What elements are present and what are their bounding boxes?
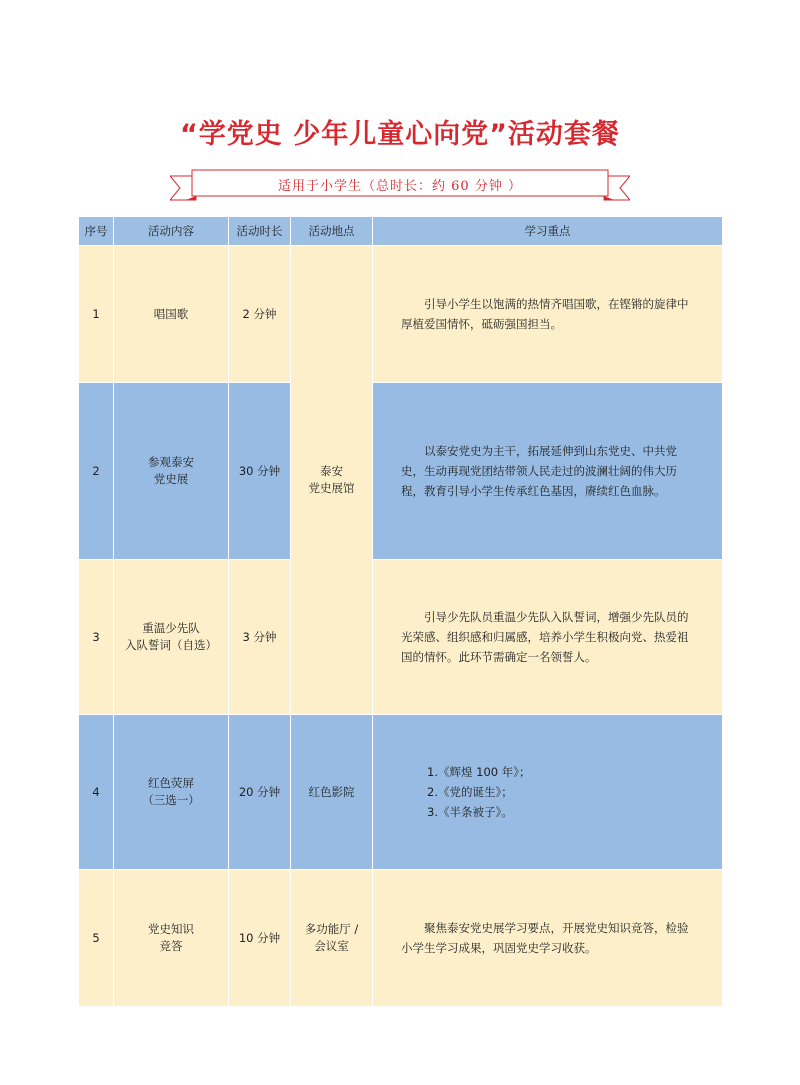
table-header-row [79, 217, 723, 246]
activity-content [114, 870, 229, 1007]
table-row [79, 870, 723, 1007]
focus-text: 引导小学生以饱满的热情齐唱国歌，在铿锵的旋律中厚植爱国情怀，砥砺强国担当。 [401, 297, 689, 331]
header-focus: 学习重点 [373, 217, 723, 246]
row-number: 5 [79, 870, 114, 1007]
focus-text: 引导少先队员重温少先队入队誓词，增强少先队员的光荣感、组织感和归属感，培养小学生积极向党、热爱祖国的情怀。此环节需确定一名领誓人。 [401, 610, 689, 664]
content-line: 入队誓词（自选） [125, 638, 217, 652]
activity-content [114, 715, 229, 870]
activity-location [291, 870, 373, 1007]
activity-content: 唱国歌 [114, 246, 229, 383]
location-line: 泰安 [320, 464, 343, 478]
row-number: 3 [79, 560, 114, 715]
content-line: 参观泰安 [148, 455, 194, 469]
content-line: （三选一） [142, 793, 200, 807]
film-item: 3.《半条被子》。 [427, 805, 513, 819]
content-line: 重温少先队 [142, 621, 200, 635]
learning-focus [373, 383, 723, 560]
activity-duration: 20 分钟 [229, 715, 291, 870]
film-list [401, 762, 698, 822]
subtitle-ribbon [170, 166, 630, 202]
location-line: 会议室 [314, 939, 349, 953]
focus-text: 聚焦泰安党史展学习要点，开展党史知识竞答，检验小学生学习成果，巩固党史学习收获。 [401, 921, 689, 955]
activity-table [78, 216, 722, 1007]
table-row [79, 383, 723, 560]
location-line: 多功能厅 / [304, 922, 359, 936]
row-number: 2 [79, 383, 114, 560]
learning-focus [373, 870, 723, 1007]
content-line: 党史知识 [148, 922, 194, 936]
row-number: 1 [79, 246, 114, 383]
content-line: 竞答 [159, 939, 183, 953]
activity-duration: 2 分钟 [229, 246, 291, 383]
header-duration: 活动时长 [229, 217, 291, 246]
learning-focus [373, 715, 723, 870]
content-line: 党史展 [153, 472, 189, 486]
header-content: 活动内容 [114, 217, 229, 246]
learning-focus [373, 560, 723, 715]
focus-text: 以泰安党史为主干，拓展延伸到山东党史、中共党史，生动再现党团结带领人民走过的波澜壮阔的伟大历程，教育引导小学生传承红色基因，赓续红色血脉。 [401, 444, 677, 498]
header-location: 活动地点 [291, 217, 373, 246]
activity-duration: 30 分钟 [229, 383, 291, 560]
header-no: 序号 [79, 217, 114, 246]
page-title: “学党史 少年儿童心向党”活动套餐 [180, 119, 620, 150]
activity-content [114, 560, 229, 715]
activity-duration: 3 分钟 [229, 560, 291, 715]
subtitle-text: 适用于小学生（总时长：约 60 分钟 ） [278, 179, 522, 194]
activity-location [291, 246, 373, 715]
learning-focus [373, 246, 723, 383]
activity-duration: 10 分钟 [229, 870, 291, 1007]
activity-content [114, 383, 229, 560]
film-item: 1.《辉煌 100 年》； [427, 765, 531, 779]
film-item: 2.《党的诞生》； [427, 785, 513, 799]
activity-location: 红色影院 [291, 715, 373, 870]
location-line: 党史展馆 [308, 481, 355, 495]
table-row [79, 246, 723, 383]
table-row [79, 715, 723, 870]
row-number: 4 [79, 715, 114, 870]
content-line: 红色荧屏 [148, 776, 194, 790]
table-row [79, 560, 723, 715]
